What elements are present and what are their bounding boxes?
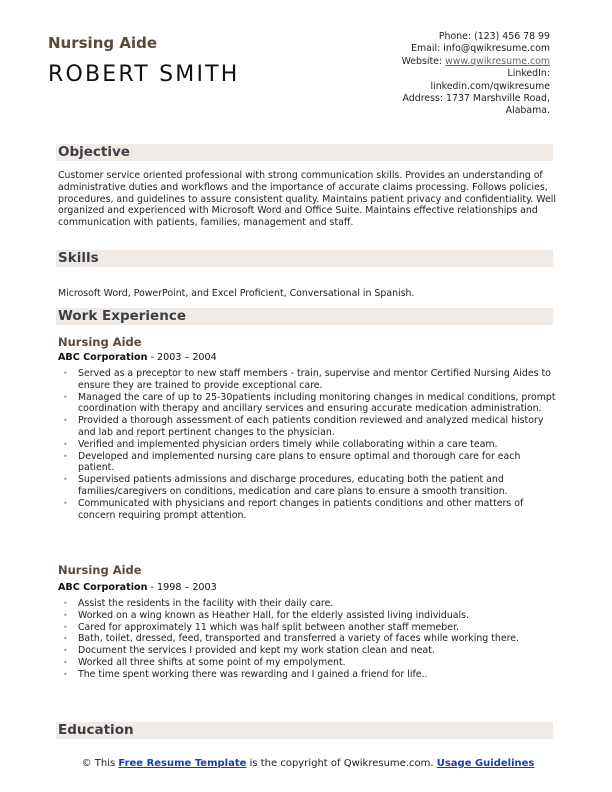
footer-middle: is the copyright of Qwikresume.com. [246,758,437,769]
job-bullet: • Developed and implemented nursing care plans to ensure optimal and thorough care for each patient. [58,451,558,475]
job-bullet: • Assist the residents in the facility with their daily care. [58,598,558,610]
job-bullet: • Verified and implemented physician orders timely while collaborating within a care team. [58,439,558,451]
free-resume-template-link[interactable]: Free Resume Template [118,758,247,769]
job-dates: - 2003 – 2004 [147,352,217,363]
usage-guidelines-link[interactable]: Usage Guidelines [436,758,535,769]
job-company: ABC Corporation [58,352,148,363]
contact-address-line1: Address: 1737 Marshville Road, [402,93,550,105]
contact-linkedin-value: linkedin.com/qwikresume [430,80,550,92]
job-bullet: • The time spent working there was rewarding and I gained a friend for life.. [58,669,558,681]
job-bullet: • Supervised patients admissions and discharge procedures, educating both the patient and families/caregivers on conditions, medication and care plans to ensure a smooth transition. [58,474,558,498]
job-bullet: • Communicated with physicians and report changes in patients conditions and other matters of concern requiring prompt attention. [58,498,558,522]
job-bullet: • Cared for approximately 11 which was half split between another staff memeber. [58,622,558,634]
job-dates: - 1998 – 2003 [147,582,217,593]
website-label: Website: [401,55,446,67]
contact-phone: Phone: (123) 456 78 99 [438,31,550,42]
contact-website [350,56,550,68]
copyright-footer [58,757,558,770]
footer-prefix: © This [81,758,119,769]
contact-linkedin-label: LinkedIn: [507,68,550,80]
website-link[interactable]: www.qwikresume.com [445,55,550,67]
job-bullet: • Worked all three shifts at some point of my empolyment. [58,657,558,669]
candidate-name: ROBERT SMITH [48,62,240,87]
education-heading: Education [58,722,134,738]
job-role: Nursing Aide [58,563,142,577]
header-job-title: Nursing Aide [48,34,157,52]
job-company-line [58,352,217,363]
objective-heading: Objective [58,144,130,160]
skills-section-bar [56,250,553,267]
job-company: ABC Corporation [58,582,148,593]
job-bullets [58,598,558,681]
job-bullet: • Managed the care of up to 25-30patients including monitoring changes in medical conditions, prompt coordination with therapy and ancillary services and ensuring accurate medication administration. [58,392,558,416]
job-company-line [58,582,217,593]
contact-block [350,31,550,118]
job-bullet: • Served as a preceptor to new staff members - train, supervise and mentor Certified Nursing Aides to ensure they are trained to provide exceptional care. [58,368,558,392]
work-experience-heading: Work Experience [58,308,186,324]
job-bullet: • Bath, toilet, dressed, feed, transported and transferred a variety of faces while working there. [58,633,558,645]
contact-address-line2: Alabama. [505,105,550,117]
skills-heading: Skills [58,250,99,266]
job-bullet: • Provided a thorough assessment of each patients condition reviewed and analyzed medical history and lab and report pertinent changes to the physician. [58,415,558,439]
skills-text: Microsoft Word, PowerPoint, and Excel Proficient, Conversational in Spanish. [58,288,415,299]
job-role: Nursing Aide [58,335,142,349]
job-bullets [58,368,558,521]
job-bullet: • Document the services I provided and kept my work station clean and neat. [58,645,558,657]
contact-email: Email: info@qwikresume.com [411,43,550,55]
objective-section-bar [56,144,553,161]
job-bullet: • Worked on a wing known as Heather Hall, for the elderly assisted living individuals. [58,610,558,622]
objective-text: Customer service oriented professional with strong communication skills. Provides an understanding of administrative duties and workflows and the importance of accurate claims processing. Follows policies, procedures, and guidelines to assure consistent quality. Maintains patient privacy and confidentiality. Well organized and experienced with Microsoft Word and Office Suite. Maintains effective relationships and communication with patients, families, management and staff. [58,170,556,229]
